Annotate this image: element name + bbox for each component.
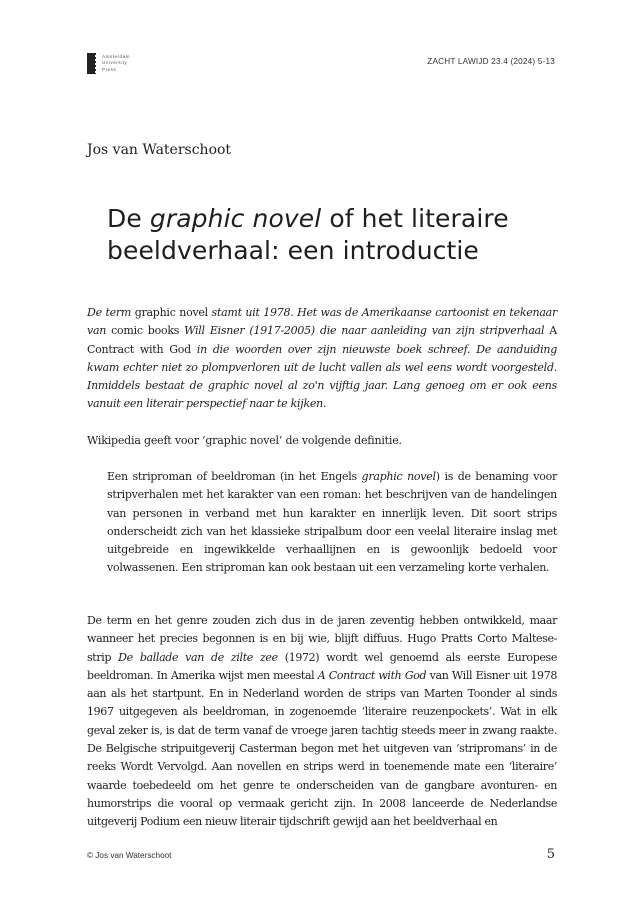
abstract-roman-term: A Contract with God — [87, 324, 557, 356]
body-italic-title: A Contract with God — [317, 668, 427, 682]
publisher-logo — [87, 53, 130, 74]
quote-text: Een striproman of beeldroman (in het Engels — [107, 470, 362, 483]
block-quote — [107, 468, 557, 578]
publisher-name-line: Press — [102, 66, 117, 72]
intro-paragraph: Wikipedia geeft voor ‘graphic novel’ de volgende definitie. — [87, 434, 402, 447]
title-italic-term: graphic novel — [149, 204, 322, 233]
body-text: De term en het genre zouden zich dus in de jaren zeventig hebben ontwikkeld, maar wanneer het precies begonnen is en bij wie, blijft diffuus. Hugo Pratts Corto Maltese-strip — [87, 614, 557, 664]
publisher-name — [102, 54, 130, 74]
publisher-name-line: Amsterdam — [102, 54, 130, 59]
abstract-roman-term: graphic novel — [134, 306, 208, 319]
body-paragraph — [87, 612, 557, 832]
journal-reference: ZACHT LAWIJD 23.4 (2024) 5-13 — [427, 57, 555, 66]
page-number: 5 — [546, 847, 555, 862]
body-italic-title: De ballade van de zilte zee — [118, 650, 278, 664]
abstract-text: stamt uit 1978. Het was de Amerikaanse cartoonist en tekenaar van — [87, 306, 557, 338]
article-author: Jos van Waterschoot — [87, 142, 232, 158]
footer-copyright: © Jos van Waterschoot — [87, 851, 172, 860]
abstract-text: in die woorden over zijn nieuwste boek schreef. De aanduiding kwam echter niet zo plompverloren uit de lucht vallen als wel eens wordt voorgesteld. Inmiddels bestaat de graphic novel al zo'n vijftig jaar. Lang genoeg om er ook eens vanuit een literair perspectief naar te kijken. — [87, 342, 557, 411]
quote-text: ) is de benaming voor stripverhalen met het karakter van een roman: het beschrijven van de handelingen van personen in verband met hun karakter en innerlijk leven. Dit soort strips onderscheidt zich van het klassieke stripalbum door een veelal literaire inslag met uitgebreide en ingewikkelde verhaallijnen en is gewoonlijk bedoeld voor volwassenen. Een striproman kan ook bestaan uit een verzameling korte verhalen. — [107, 470, 557, 575]
aup-logo-icon — [87, 53, 96, 74]
abstract-roman-term: comic books — [111, 324, 180, 338]
article-title — [107, 203, 577, 267]
title-part: of het literaire beeldverhaal: een introductie — [107, 204, 509, 265]
title-part: De — [107, 204, 150, 233]
abstract-text: Will Eisner (1917-2005) die naar aanleiding van zijn stripverhaal — [179, 324, 550, 338]
body-text: van Will Eisner uit 1978 aan als het startpunt. En in Nederland worden de strips van Marten Toonder al sinds 1967 uitgegeven als beeldroman, in zogenoemde ‘literaire reuzenpockets’. Wat in elk geval zeker is, is dat de term vanaf de vroege jaren tachtig steeds meer in zwang raakte. De Belgische stripuitgeverij Casterman begon met het uitgeven van ‘stripromans’ in de reeks Wordt Vervolgd. Aan novellen en strips werd in toenemende mate een ‘literaire’ waarde toebedeeld om het genre te onderscheiden van de gangbare avonturen- en humorstrips die vooral op vermaak gericht zijn. In 2008 lanceerde de Nederlandse uitgeverij Podium een nieuw literair tijdschrift gewijd aan het beeldverhaal en — [87, 668, 557, 829]
body-text: (1972) wordt wel genoemd als eerste Europese beeldroman. In Amerika wijst men meestal — [87, 650, 557, 682]
abstract-text: De term — [87, 306, 135, 319]
quote-italic-term: graphic novel — [361, 470, 436, 483]
publisher-name-line: University — [102, 60, 128, 66]
article-abstract — [87, 304, 557, 414]
